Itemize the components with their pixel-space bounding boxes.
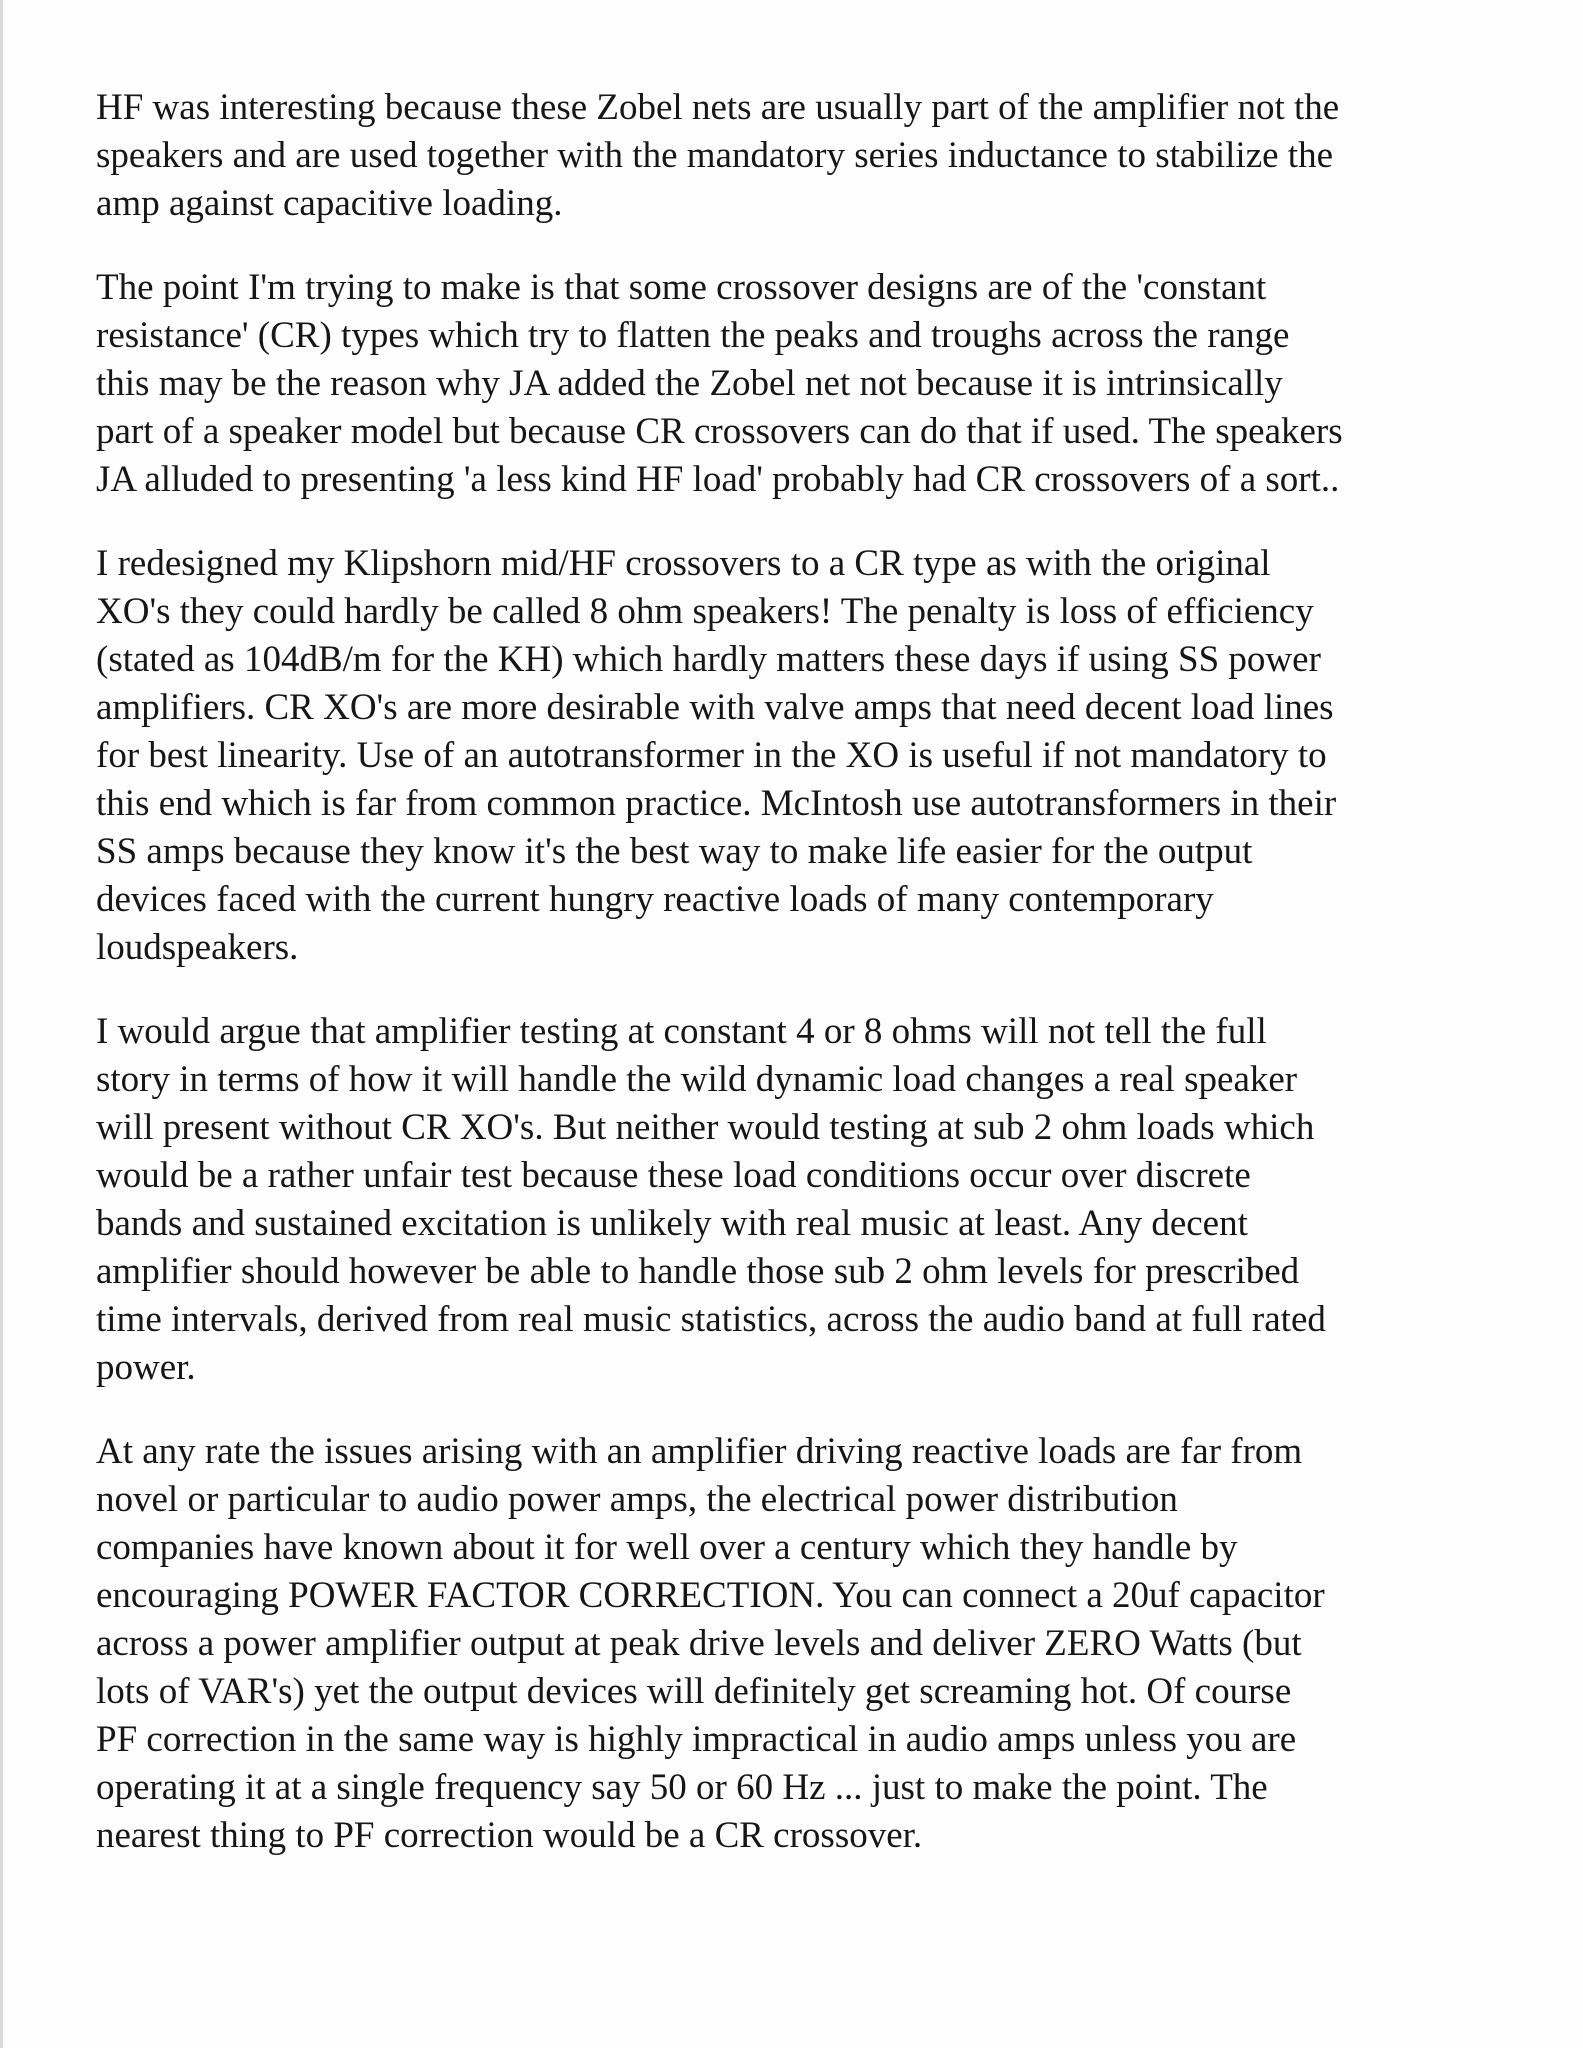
text-line: (stated as 104dB/m for the KH) which hardly matters these days if using SS power <box>96 639 1321 680</box>
text-line: lots of VAR's) yet the output devices will definitely get screaming hot. Of course <box>96 1671 1292 1712</box>
paragraph-1 <box>96 84 1516 228</box>
document-body <box>96 84 1516 1896</box>
text-line: will present without CR XO's. But neither would testing at sub 2 ohm loads which <box>96 1107 1315 1148</box>
text-line: would be a rather unfair test because these load conditions occur over discrete <box>96 1155 1251 1196</box>
text-line: devices faced with the current hungry reactive loads of many contemporary <box>96 879 1214 920</box>
text-line: bands and sustained excitation is unlikely with real music at least. Any decent <box>96 1203 1248 1244</box>
text-line: At any rate the issues arising with an amplifier driving reactive loads are far from <box>96 1431 1303 1472</box>
text-line: I redesigned my Klipshorn mid/HF crossovers to a CR type as with the original <box>96 543 1271 584</box>
text-line: speakers and are used together with the mandatory series inductance to stabilize the <box>96 135 1333 176</box>
text-line: SS amps because they know it's the best way to make life easier for the output <box>96 831 1253 872</box>
text-line: time intervals, derived from real music statistics, across the audio band at full rated <box>96 1299 1326 1340</box>
text-line: JA alluded to presenting 'a less kind HF load' probably had CR crossovers of a sort.. <box>96 459 1340 500</box>
text-line: XO's they could hardly be called 8 ohm speakers! The penalty is loss of efficiency <box>96 591 1314 632</box>
text-line: amplifiers. CR XO's are more desirable with valve amps that need decent load lines <box>96 687 1334 728</box>
text-line: this may be the reason why JA added the Zobel net not because it is intrinsically <box>96 363 1283 404</box>
text-line: power. <box>96 1347 196 1388</box>
page-edge-line <box>0 0 3 2048</box>
text-line: part of a speaker model but because CR crossovers can do that if used. The speakers <box>96 411 1343 452</box>
paragraph-2 <box>96 264 1516 504</box>
text-line: companies have known about it for well over a century which they handle by <box>96 1527 1238 1568</box>
text-line: operating it at a single frequency say 50 or 60 Hz ... just to make the point. The <box>96 1767 1268 1808</box>
text-line: resistance' (CR) types which try to flatten the peaks and troughs across the range <box>96 315 1290 356</box>
text-line: amp against capacitive loading. <box>96 183 563 224</box>
paragraph-3 <box>96 540 1516 972</box>
paragraph-5 <box>96 1428 1516 1860</box>
text-line: story in terms of how it will handle the wild dynamic load changes a real speaker <box>96 1059 1298 1100</box>
text-line: nearest thing to PF correction would be a CR crossover. <box>96 1815 923 1856</box>
text-line: for best linearity. Use of an autotransformer in the XO is useful if not mandatory to <box>96 735 1327 776</box>
text-line: loudspeakers. <box>96 927 299 968</box>
text-line: this end which is far from common practice. McIntosh use autotransformers in their <box>96 783 1337 824</box>
text-line: across a power amplifier output at peak drive levels and deliver ZERO Watts (but <box>96 1623 1302 1664</box>
text-line: encouraging POWER FACTOR CORRECTION. You can connect a 20uf capacitor <box>96 1575 1325 1616</box>
text-line: PF correction in the same way is highly impractical in audio amps unless you are <box>96 1719 1297 1760</box>
text-line: The point I'm trying to make is that some crossover designs are of the 'constant <box>96 267 1267 308</box>
paragraph-4 <box>96 1008 1516 1392</box>
text-line: HF was interesting because these Zobel nets are usually part of the amplifier not the <box>96 87 1340 128</box>
text-line: amplifier should however be able to handle those sub 2 ohm levels for prescribed <box>96 1251 1300 1292</box>
text-line: novel or particular to audio power amps, the electrical power distribution <box>96 1479 1178 1520</box>
text-line: I would argue that amplifier testing at constant 4 or 8 ohms will not tell the full <box>96 1011 1267 1052</box>
